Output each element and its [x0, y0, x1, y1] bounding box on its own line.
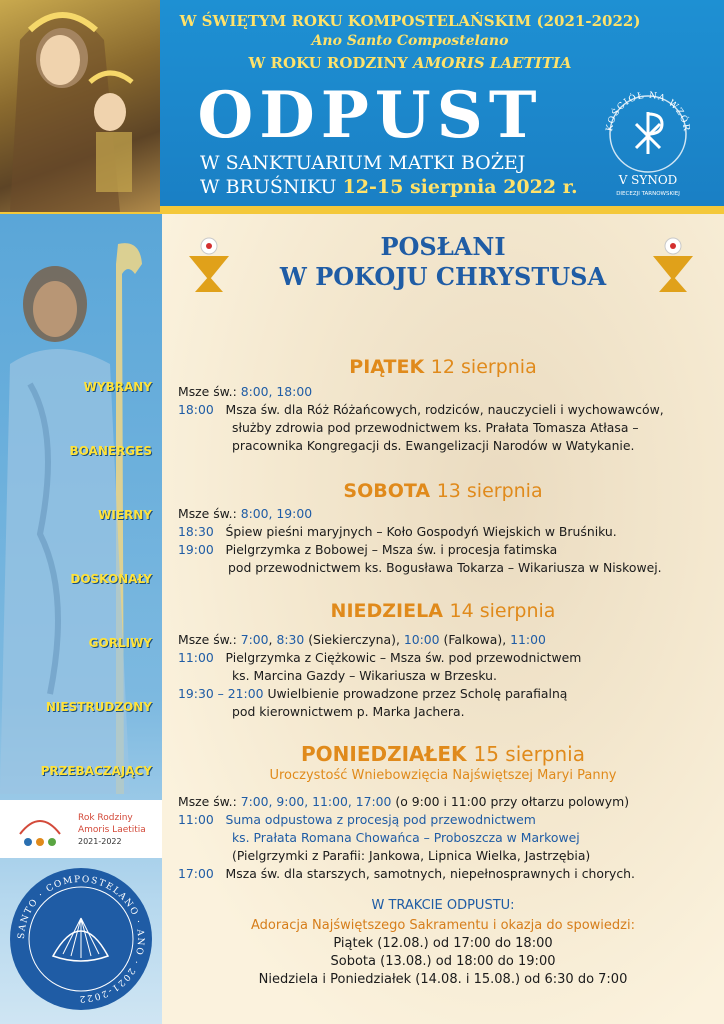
day-name: PONIEDZIAŁEK [301, 742, 467, 766]
event-line [178, 650, 581, 665]
ano-santo-line: Ano Santo Compostelano [311, 33, 509, 49]
family-year-logo [0, 800, 162, 858]
confession-time-line: Sobota (13.08.) od 18:00 do 19:00 [330, 954, 556, 969]
virtue-label: PRZEBACZAJĄCY [40, 764, 152, 778]
family-year-title: Rok Rodziny [78, 813, 133, 823]
mass-prefix: Msze św.: [178, 384, 241, 399]
separator: , [268, 632, 277, 647]
event-time: 11:00 [178, 650, 214, 665]
day-date: 13 sierpnia [436, 480, 543, 502]
virtue-label: DOSKONAŁY [70, 572, 152, 586]
sanctuary-line: W SANKTUARIUM MATKI BOŻEJ [200, 152, 526, 174]
synod-sub-label: DIECEZJI TARNOWSKIEJ [616, 191, 680, 197]
event-line: pracownika Kongregacji ds. Ewangelizacji Narodów w Watykanie. [232, 438, 635, 453]
mass-prefix: Msze św.: [178, 794, 241, 809]
location-text: W BRUŚNIKU [200, 176, 343, 198]
event-text: Śpiew pieśni maryjnych – Koło Gospodyń Wiejskich w Bruśniku. [225, 524, 617, 539]
compostela-jubilee-logo [8, 866, 154, 1012]
mass-times-line [178, 794, 629, 809]
location-date-line [200, 176, 578, 198]
day-heading [162, 356, 724, 378]
virtue-label: BOANERGES [69, 444, 152, 458]
mass-times-line [178, 506, 312, 521]
madonna-icon-image [0, 0, 160, 212]
day-date: 15 sierpnia [473, 742, 585, 766]
event-text: Pielgrzymka z Ciężkowic – Msza św. pod przewodnictwem [225, 650, 582, 665]
event-text: Msza św. dla Róż Różańcowych, rodziców, nauczycieli i wychowawców, [225, 402, 664, 417]
synod-logo [590, 84, 706, 200]
event-line [178, 402, 664, 417]
virtue-label: WIERNY [98, 508, 152, 522]
day-heading [162, 600, 724, 622]
virtue-label: GORLIWY [88, 636, 152, 650]
day-subtitle: Uroczystość Wniebowzięcia Najświętszej Maryi Panny [269, 768, 617, 783]
day-name: PIĄTEK [349, 356, 425, 378]
event-line: ks. Marcina Gazdy – Wikariusza w Brzesku. [232, 668, 497, 683]
event-time: 19:30 – 21:00 [178, 686, 264, 701]
mass-place: (Falkowa), [439, 632, 511, 647]
day-heading [162, 480, 724, 502]
mass-times: 8:00, 18:00 [240, 384, 313, 399]
footer-title: W TRAKCIE ODPUSTU: [371, 898, 515, 913]
event-line: ks. Prałata Romana Chowańca – Proboszcza w Markowej [232, 830, 580, 845]
svg-text:KOŚCIÓŁ NA WZÓR CHRYSTUSA [590, 84, 691, 133]
event-line [178, 542, 557, 557]
day-date: 12 sierpnia [430, 356, 537, 378]
event-line [178, 524, 617, 539]
synod-ring-text: KOŚCIÓŁ NA WZÓR [604, 90, 692, 133]
family-year-years: 2021-2022 [78, 837, 122, 846]
event-line: służby zdrowia pod przewodnictwem ks. Prałata Tomasza Atłasa – [232, 420, 639, 435]
theme-title-line2: W POKOJU CHRYSTUSA [279, 262, 607, 291]
mass-time: 7:00 [240, 632, 269, 647]
virtue-label: NIESTRUDZONY [45, 700, 152, 714]
day-heading [162, 742, 724, 766]
mass-prefix: Msze św.: [178, 506, 241, 521]
event-time: 17:00 [178, 866, 214, 881]
mass-time: 11:00 [510, 632, 546, 647]
event-time: 19:00 [178, 542, 214, 557]
event-line: pod przewodnictwem ks. Bogusława Tokarza – Wikariusza w Niskowej. [228, 560, 662, 575]
day-name: NIEDZIELA [330, 600, 443, 622]
mass-times-line [178, 384, 312, 399]
mass-prefix: Msze św.: [178, 632, 241, 647]
day-date: 14 sierpnia [449, 600, 556, 622]
theme-title-line1: POSŁANI [380, 232, 506, 261]
mass-time: 8:30 [276, 632, 305, 647]
event-text: Suma odpustowa z procesją pod przewodnictwem [225, 812, 536, 827]
event-time: 11:00 [178, 812, 214, 827]
virtue-label: WYBRANY [83, 380, 152, 394]
mass-place: (Siekierczyna), [304, 632, 404, 647]
synod-label: V SYNOD [618, 173, 678, 187]
event-line [178, 686, 567, 701]
page-title: ODPUST [197, 78, 543, 153]
mass-times-line [178, 632, 546, 647]
family-year-prefix: W ROKU RODZINY [248, 54, 414, 72]
mass-time: 10:00 [403, 632, 440, 647]
mass-times: 8:00, 19:00 [240, 506, 313, 521]
mass-note: (o 9:00 i 11:00 przy ołtarzu polowym) [391, 794, 630, 809]
event-time: 18:30 [178, 524, 214, 539]
family-year-line [160, 54, 660, 72]
amoris-laetitia-text: AMORIS LAETITIA [413, 54, 572, 72]
holy-year-line: W ŚWIĘTYM ROKU KOMPOSTELAŃSKIM (2021-2022) [179, 12, 641, 30]
day-name: SOBOTA [343, 480, 431, 502]
event-dates: 12-15 sierpnia 2022 r. [342, 176, 578, 198]
event-text: Uwielbienie prowadzone przez Scholę parafialną [267, 686, 568, 701]
event-line [178, 866, 635, 881]
compostela-ring-text: SANTO · COMPOSTELANO · ANO · 2021-2022 [16, 874, 146, 1004]
confession-time-line: Niedziela i Poniedziałek (14.08. i 15.08.) od 6:30 do 7:00 [258, 972, 628, 987]
event-line: (Pielgrzymki z Parafii: Jankowa, Lipnica Wielka, Jastrzębia) [232, 848, 591, 863]
event-time: 18:00 [178, 402, 214, 417]
event-text: Msza św. dla starszych, samotnych, niepełnosprawnych i chorych. [225, 866, 635, 881]
footer-subtitle: Adoracja Najświętszego Sakramentu i okazja do spowiedzi: [251, 918, 635, 933]
family-year-subtitle: Amoris Laetitia [78, 825, 146, 835]
event-line [178, 812, 536, 827]
event-text: Pielgrzymka z Bobowej – Msza św. i procesja fatimska [225, 542, 558, 557]
event-line: pod kierownictwem p. Marka Jachera. [232, 704, 465, 719]
confession-time-line: Piątek (12.08.) od 17:00 do 18:00 [333, 936, 553, 951]
mass-times: 7:00, 9:00, 11:00, 17:00 [240, 794, 392, 809]
